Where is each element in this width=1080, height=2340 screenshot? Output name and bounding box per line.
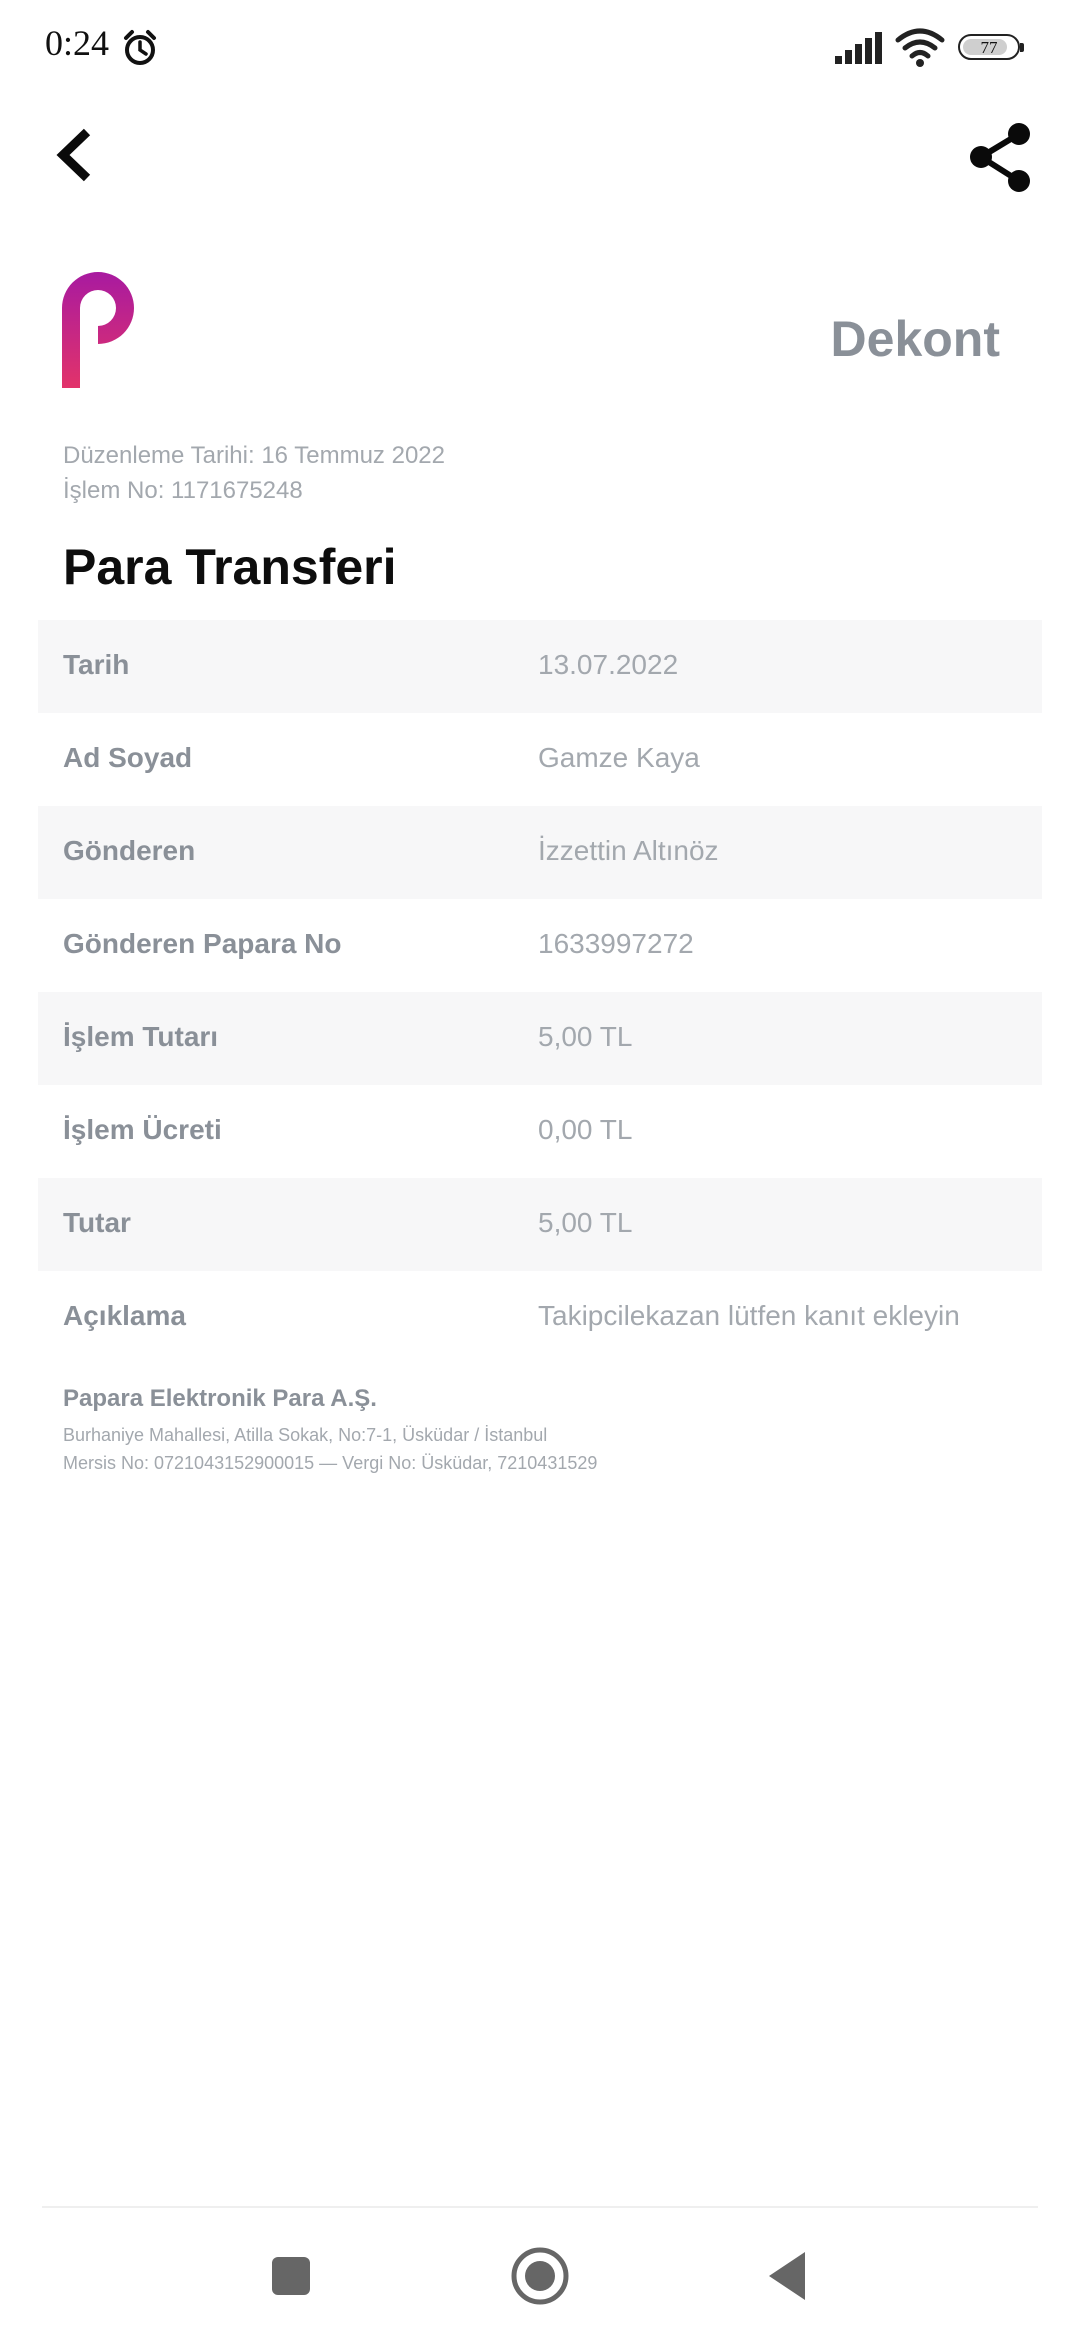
- detail-label: Gönderen: [63, 835, 196, 866]
- detail-value: İzzettin Altınöz: [538, 835, 719, 866]
- detail-value: 0,00 TL: [538, 1114, 633, 1145]
- detail-row-description: [38, 1271, 1042, 1364]
- company-address: Burhaniye Mahallesi, Atilla Sokak, No:7-1, Üsküdar / İstanbul: [63, 1425, 548, 1445]
- detail-value: Takipcilekazan lütfen kanıt ekleyin: [538, 1300, 960, 1331]
- home-button[interactable]: [508, 2244, 572, 2313]
- status-bar: [0, 0, 1080, 100]
- battery-level: 77: [980, 38, 998, 57]
- issue-date: Düzenleme Tarihi: 16 Temmuz 2022: [63, 442, 445, 469]
- papara-logo: [62, 270, 137, 388]
- share-icon: [965, 120, 1035, 195]
- status-time: 0:24: [45, 23, 110, 63]
- company-footer: [63, 1385, 597, 1477]
- detail-row-transaction-fee: [38, 1085, 1042, 1178]
- alarm-icon: [120, 28, 160, 68]
- system-back-button[interactable]: [765, 2250, 809, 2307]
- detail-label: Tutar: [63, 1207, 131, 1238]
- detail-label: İşlem Tutarı: [63, 1021, 219, 1052]
- detail-row-sender: [38, 806, 1042, 899]
- share-button[interactable]: [965, 120, 1035, 195]
- detail-label: İşlem Ücreti: [63, 1114, 222, 1145]
- details-table: [38, 620, 1042, 1364]
- battery-indicator: [958, 34, 1020, 60]
- detail-label: Ad Soyad: [63, 742, 193, 773]
- company-name: Papara Elektronik Para A.Ş.: [63, 1385, 377, 1412]
- detail-row-sender-papara-no: [38, 899, 1042, 992]
- system-navigation-bar: [0, 2200, 1080, 2340]
- detail-row-date: [38, 620, 1042, 713]
- detail-label: Tarih: [63, 649, 130, 680]
- circle-icon: [508, 2244, 572, 2308]
- document-type-title: Dekont: [830, 311, 1000, 367]
- nav-divider: [42, 2206, 1038, 2208]
- recents-button[interactable]: [270, 2255, 312, 2302]
- detail-value: 5,00 TL: [538, 1207, 633, 1238]
- detail-value: 13.07.2022: [538, 649, 679, 680]
- company-registry: Mersis No: 0721043152900015 — Vergi No: Üsküdar, 7210431529: [63, 1453, 598, 1473]
- back-button[interactable]: [45, 120, 115, 190]
- wifi-icon: [895, 28, 945, 68]
- signal-icon: [835, 32, 885, 64]
- detail-row-total: [38, 1178, 1042, 1271]
- chevron-left-icon: [45, 120, 115, 190]
- triangle-icon: [765, 2250, 809, 2302]
- transaction-number: İşlem No: 1171675248: [63, 477, 303, 504]
- detail-label: Açıklama: [63, 1300, 186, 1331]
- detail-value: 5,00 TL: [538, 1021, 633, 1052]
- page-title: Para Transferi: [63, 539, 397, 595]
- document-meta: [63, 438, 445, 508]
- battery-tip: [1020, 43, 1024, 52]
- detail-value: 1633997272: [538, 928, 694, 959]
- detail-label: Gönderen Papara No: [63, 928, 342, 959]
- square-icon: [270, 2255, 312, 2297]
- detail-row-name: [38, 713, 1042, 806]
- detail-row-transaction-amount: [38, 992, 1042, 1085]
- detail-value: Gamze Kaya: [538, 742, 700, 773]
